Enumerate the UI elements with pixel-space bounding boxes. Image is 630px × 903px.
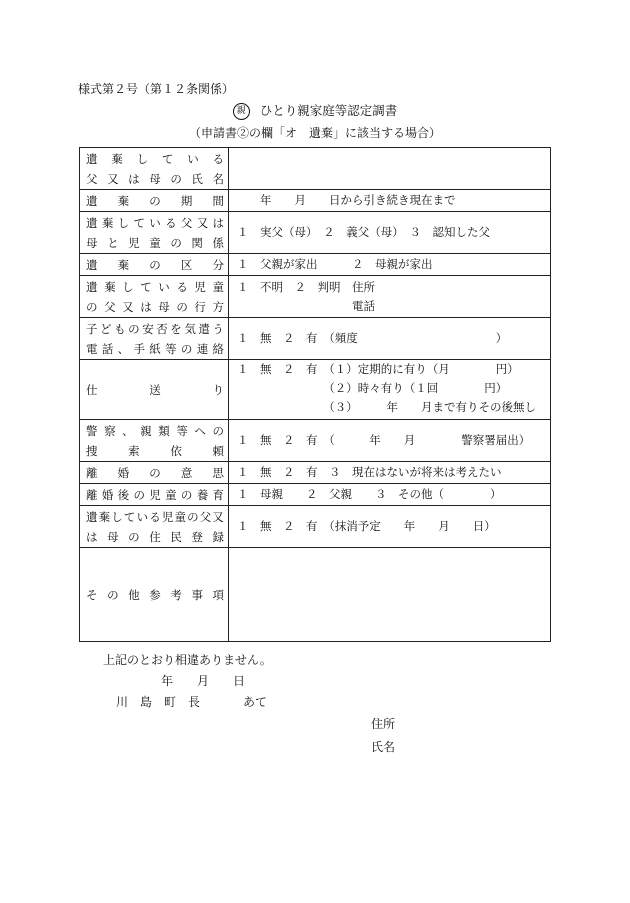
label-char: 童 — [149, 235, 161, 250]
table-row — [80, 212, 551, 254]
label-char: 遺 — [86, 151, 98, 166]
label-char: 名 — [212, 171, 224, 186]
label-char: は — [140, 299, 152, 314]
label-char: 棄 — [98, 509, 111, 524]
label-char: 話 — [101, 341, 114, 356]
date-line: 年 月 日 — [161, 674, 246, 688]
row-label — [80, 148, 229, 190]
label-char: は — [128, 171, 140, 186]
label-char: 後 — [117, 487, 130, 502]
label-char: し — [117, 215, 130, 230]
row-value-line: １ 無 ２ 有 ３ 現在はないが将来は考えたい — [237, 465, 502, 479]
row-value-line: （２）時々有り（１回 円） — [237, 381, 508, 395]
row-label — [80, 548, 229, 642]
table-row — [80, 276, 551, 318]
label-char: 父 — [199, 509, 212, 524]
label-char: 遺 — [86, 215, 98, 230]
label-char: 捜 — [86, 443, 98, 458]
label-char: 離 — [86, 487, 98, 502]
label-char: い — [149, 215, 161, 230]
row-value — [229, 462, 551, 484]
row-label-line — [86, 507, 224, 527]
row-label-line — [86, 255, 224, 275]
label-char: る — [212, 151, 224, 166]
form-number: 様式第２号（第１２条関係） — [78, 82, 235, 96]
row-label-line — [86, 233, 224, 253]
row-value-line: １ 無 ２ 有 （１）定期的に有り（月 円） — [237, 362, 519, 376]
label-char: 児 — [161, 509, 174, 524]
label-char: い — [136, 509, 149, 524]
parent-circled-mark: 親 — [233, 103, 250, 120]
row-label — [80, 360, 229, 420]
row-label — [80, 276, 229, 318]
label-char: 氏 — [191, 171, 203, 186]
label-char: 電 — [86, 341, 98, 356]
label-char: し — [122, 279, 134, 294]
label-char: と — [107, 235, 119, 250]
label-char: 母 — [149, 171, 161, 186]
label-char: 他 — [128, 587, 140, 602]
row-label-line — [86, 463, 224, 483]
label-char: 思 — [212, 465, 224, 480]
label-char: 棄 — [111, 151, 123, 166]
label-char: 登 — [191, 529, 203, 544]
label-char: 婚 — [117, 465, 130, 480]
addressee: 川 島 町 長 — [116, 695, 201, 709]
label-char: の — [107, 587, 119, 602]
label-char: 遺 — [86, 257, 98, 272]
label-char: 棄 — [117, 257, 130, 272]
label-char: の — [170, 235, 182, 250]
label-char: 民 — [170, 529, 182, 544]
label-char: 事 — [191, 587, 203, 602]
row-value-line: １ 父親が家出 ２ 母親が家出 — [237, 257, 433, 271]
label-char: る — [176, 279, 188, 294]
label-char: 警 — [86, 423, 98, 438]
label-char: 分 — [212, 257, 224, 272]
label-char: 否 — [156, 321, 168, 336]
row-label-line — [86, 169, 224, 189]
row-value-line: １ 無 ２ 有 （抹消予定 年 月 日） — [237, 519, 496, 533]
label-char: 母 — [86, 235, 98, 250]
label-char: 母 — [107, 529, 119, 544]
label-char: 考 — [170, 587, 182, 602]
label-char: 絡 — [212, 341, 224, 356]
label-char: 父 — [104, 299, 116, 314]
label-char: 児 — [149, 487, 161, 502]
label-char: 仕 — [86, 382, 98, 397]
addressee-suffix: あて — [243, 695, 268, 709]
label-char: 関 — [191, 235, 203, 250]
label-char: の — [149, 465, 161, 480]
label-char: 、 — [117, 341, 130, 356]
label-char: の — [176, 299, 188, 314]
label-char: 父 — [180, 215, 193, 230]
label-char: 手 — [133, 341, 145, 356]
label-char: も — [114, 321, 126, 336]
row-label-line — [86, 527, 224, 547]
label-char: 離 — [86, 465, 98, 480]
table-row — [80, 318, 551, 360]
label-char: 童 — [165, 487, 177, 502]
label-char: 項 — [212, 587, 224, 602]
label-char: 住 — [149, 529, 161, 544]
label-char: る — [149, 509, 161, 524]
label-char: 等 — [176, 423, 188, 438]
label-char: の — [149, 257, 161, 272]
row-value-line: １ 不明 ２ 判明 住所 — [237, 279, 375, 294]
label-char: 行 — [194, 299, 206, 314]
label-char: 童 — [174, 509, 186, 524]
label-char: 棄 — [117, 193, 130, 208]
table-row — [80, 148, 551, 190]
label-char: 又 — [196, 215, 209, 230]
label-char: 母 — [158, 299, 170, 314]
label-char: 婚 — [101, 487, 114, 502]
row-label-line — [86, 421, 224, 441]
row-label-line — [86, 339, 224, 359]
row-label-line — [86, 585, 224, 605]
label-char: う — [212, 321, 224, 336]
title-text: ひとり親家庭等認定調書 — [259, 103, 398, 118]
label-char: の — [212, 423, 224, 438]
name-label: 氏名 — [371, 740, 396, 754]
table-row — [80, 190, 551, 212]
label-char: 係 — [212, 235, 224, 250]
label-char: い — [187, 151, 199, 166]
label-char: 遺 — [86, 193, 98, 208]
label-char: 方 — [212, 299, 224, 314]
table-row — [80, 462, 551, 484]
row-value-line: 電話 — [237, 298, 375, 313]
row-label-line — [86, 380, 224, 400]
label-char: 依 — [170, 443, 182, 458]
row-value — [229, 254, 551, 276]
label-char: り — [212, 382, 224, 397]
label-char: の — [128, 529, 140, 544]
row-value — [229, 484, 551, 506]
label-char: 養 — [196, 487, 209, 502]
row-label — [80, 254, 229, 276]
label-char: 頼 — [212, 443, 224, 458]
label-char: 等 — [165, 341, 177, 356]
label-char: ど — [100, 321, 112, 336]
row-value-line: （３） 年 月まで有りその後無し — [237, 400, 536, 414]
label-char: 又 — [122, 299, 134, 314]
label-char: し — [111, 509, 123, 524]
row-value-line: １ 実父（母） ２ 義父（母） ３ 認知した父 — [237, 225, 490, 239]
table-row — [80, 360, 551, 420]
table-row — [80, 548, 551, 642]
label-char: の — [86, 299, 98, 314]
row-label-line — [86, 441, 224, 461]
label-char: 児 — [128, 235, 140, 250]
row-value — [229, 190, 551, 212]
label-char: て — [133, 215, 145, 230]
label-char: る — [165, 215, 177, 230]
label-char: へ — [194, 423, 206, 438]
label-char: の — [180, 341, 193, 356]
row-value-line: １ 母親 ２ 父親 ３ その他（ ） — [237, 487, 502, 501]
label-char: の — [149, 193, 161, 208]
label-char: 、 — [122, 423, 134, 438]
row-value — [229, 506, 551, 548]
row-label — [80, 318, 229, 360]
label-char: 遺 — [86, 509, 98, 524]
label-char: 索 — [128, 443, 140, 458]
label-char: 期 — [180, 193, 193, 208]
label-char: の — [133, 487, 145, 502]
row-label — [80, 462, 229, 484]
row-value — [229, 276, 551, 318]
label-char: の — [187, 509, 199, 524]
label-char: 察 — [104, 423, 116, 438]
label-char: 遣 — [198, 321, 210, 336]
row-value — [229, 148, 551, 190]
row-label-line — [86, 297, 224, 317]
table-row — [80, 420, 551, 462]
row-label — [80, 212, 229, 254]
label-char: 録 — [212, 529, 224, 544]
row-label-line — [86, 485, 224, 505]
label-char: 育 — [212, 487, 224, 502]
label-char: の — [180, 487, 193, 502]
label-char: て — [140, 279, 152, 294]
label-char: 連 — [196, 341, 209, 356]
address-label: 住所 — [371, 717, 396, 731]
label-char: 紙 — [149, 341, 161, 356]
row-label — [80, 190, 229, 212]
row-label-line — [86, 149, 224, 169]
survey-table — [79, 147, 551, 642]
label-char: 父 — [86, 171, 98, 186]
row-value-line: １ 無 ２ 有 （ 年 月 警察署届出） — [237, 433, 531, 447]
label-char: の — [128, 321, 140, 336]
label-char: 参 — [149, 587, 161, 602]
row-label-line — [86, 213, 224, 233]
label-char: 区 — [180, 257, 193, 272]
row-label-line — [86, 277, 224, 297]
row-label-line — [86, 319, 224, 339]
row-value — [229, 360, 551, 420]
label-char: 送 — [149, 382, 161, 397]
row-label-line — [86, 191, 224, 211]
table-row — [80, 254, 551, 276]
label-char: は — [86, 529, 98, 544]
label-char: 又 — [212, 509, 224, 524]
label-char: そ — [86, 587, 98, 602]
row-label — [80, 506, 229, 548]
row-value — [229, 318, 551, 360]
label-char: 童 — [212, 279, 224, 294]
table-row — [80, 506, 551, 548]
row-value-line: 年 月 日から引き続き現在まで — [237, 193, 456, 207]
label-char: は — [212, 215, 224, 230]
label-char: 遺 — [86, 279, 98, 294]
row-value — [229, 212, 551, 254]
label-char: の — [170, 171, 182, 186]
label-char: 子 — [86, 321, 98, 336]
label-char: 気 — [184, 321, 196, 336]
label-char: て — [123, 509, 136, 524]
label-char: 児 — [194, 279, 206, 294]
label-char: 棄 — [104, 279, 116, 294]
label-char: し — [136, 151, 149, 166]
label-char: 親 — [140, 423, 152, 438]
label-char: 意 — [180, 465, 193, 480]
document-subtitle: （申請書②の欄「オ 遺棄」に該当する場合） — [188, 126, 441, 140]
label-char: 安 — [142, 321, 154, 336]
row-value-line: １ 無 ２ 有 （頻度 ） — [237, 331, 508, 345]
label-char: 類 — [158, 423, 170, 438]
label-char: 棄 — [101, 215, 114, 230]
label-char: 間 — [212, 193, 224, 208]
row-label — [80, 484, 229, 506]
label-char: て — [161, 151, 174, 166]
label-char: を — [170, 321, 182, 336]
label-char: い — [158, 279, 170, 294]
row-value — [229, 420, 551, 462]
row-value — [229, 548, 551, 642]
table-row — [80, 484, 551, 506]
row-label — [80, 420, 229, 462]
document-title — [0, 101, 630, 120]
statement-text: 上記のとおり相違ありません。 — [103, 653, 272, 667]
label-char: 又 — [107, 171, 119, 186]
